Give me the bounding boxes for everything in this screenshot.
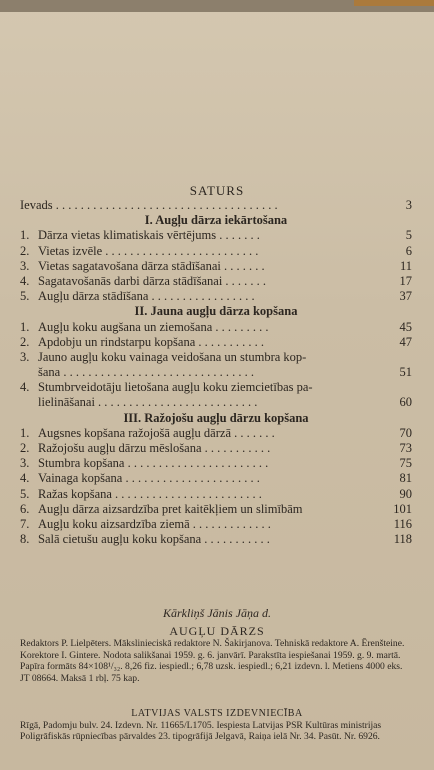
toc-entry-number: 5. (20, 486, 30, 501)
toc-entry-number: 4. (20, 471, 30, 486)
toc-entry-page: 47 (399, 334, 412, 349)
toc-entry-number: 3. (20, 456, 30, 471)
toc-entry (20, 228, 412, 243)
toc-entry-page: 6 (405, 243, 412, 258)
toc-entry-number: 4. (20, 273, 30, 288)
toc-entry-page: 73 (399, 441, 412, 455)
section-heading: III. Ražojošu augļu dārzu kopšana (123, 410, 309, 425)
toc-entry-number: 3. (20, 258, 30, 273)
toc-entry-number: 1. (20, 425, 30, 440)
toc-entry-number: 2. (20, 441, 30, 455)
toc-entry-title: Augļu dārza aizsardzība pret kaitēkļiem un slimībām (38, 501, 303, 516)
toc-entry (20, 335, 412, 350)
toc-entry-title: Vietas sagatavošana dārza stādīšanai . . . . . . . (38, 258, 265, 273)
toc-entry-number: 3. (20, 349, 30, 364)
toc-entry-title: Augļu koku aizsardzība ziemā . . . . . . . . . . . . . (38, 516, 271, 531)
toc-entry-number: 7. (20, 516, 30, 531)
table-of-contents (20, 198, 412, 547)
toc-entry-title: Vainaga kopšana . . . . . . . . . . . . . . . . . . . . . . (38, 471, 260, 486)
toc-entry-title: Stumbrveidotāju lietošana augļu koku ziemcietības pa- (38, 380, 313, 395)
toc-entry-number: 2. (20, 334, 30, 349)
toc-entry-page: 3 (405, 198, 412, 212)
toc-entry-title-continued: lielināšanai . . . . . . . . . . . . . . . . . . . . . . . . . . (38, 395, 258, 410)
page-corner-edge (354, 0, 434, 6)
toc-entry-number: 6. (20, 501, 30, 516)
toc-entry-title: Ražas kopšana . . . . . . . . . . . . . . . . . . . . . . . . (38, 486, 262, 501)
toc-entry (20, 456, 412, 471)
toc-entry (20, 532, 412, 547)
toc-entry-title-continued: šana . . . . . . . . . . . . . . . . . . . . . . . . . . . . . . . (38, 365, 254, 380)
toc-entry-title: Vietas izvēle . . . . . . . . . . . . . . . . . . . . . . . . . (38, 243, 259, 258)
toc-entry (20, 244, 412, 259)
toc-entry-page: 116 (393, 516, 412, 531)
toc-entry-title: Jauno augļu koku vainaga veidošana un stumbra kop- (38, 349, 307, 364)
toc-entry (20, 517, 412, 532)
toc-entry-title: Sagatavošanās darbi dārza stādīšanai . . . . . . . (38, 273, 267, 288)
editorial-details: Redaktors P. Lielpēters. Mākslinieciskā redaktore N. Šakirjanova. Tehniskā redaktore A. Ērenšteine. Korektore I. Gintere. Nodota salikšanai 1959. g. 6. janvārī. Parakstīta iespiešanai 1959. g. 9. martā. Papīra formāts 84×108¹/₃₂. 8,26 fiz. iespiedl.; 6,78 uzsk. iespiedl.; 6,21 izdevn. l. Metiens 4000 eks. JT 08664. Maksā 1 rbļ. 75 kap. (20, 638, 405, 684)
toc-entry-title: Ražojošu augļu dārzu mēslošana . . . . . . . . . . . (38, 441, 271, 455)
toc-entry-page: 118 (393, 532, 412, 547)
toc-entry-number: 5. (20, 289, 30, 304)
toc-entry-number: 4. (20, 380, 30, 395)
toc-entry-continuation (20, 365, 412, 380)
toc-entry-continuation (20, 395, 412, 410)
toc-entry (20, 350, 412, 365)
section-heading: II. Jauna augļu dārza kopšana (134, 304, 298, 319)
author-name: Kārkliņš Jānis Jāņa d. (163, 606, 271, 620)
toc-entry-page: 51 (399, 365, 412, 380)
toc-entry-title: Augļu dārza stādīšana . . . . . . . . . . . . . . . . . (38, 289, 255, 304)
toc-entry-page: 60 (399, 395, 412, 410)
toc-entry-title: Augļu koku augšana un ziemošana . . . . . . . . . (38, 319, 269, 334)
section-heading: I. Augļu dārza iekārtošana (144, 213, 288, 228)
toc-entry-page: 11 (399, 258, 412, 273)
toc-entry-number: 2. (20, 243, 30, 258)
toc-entry-number: 1. (20, 319, 30, 334)
toc-entry-page: 45 (399, 319, 412, 334)
toc-entry-number: 1. (20, 228, 30, 243)
toc-entry (20, 289, 412, 304)
toc-entry (20, 380, 412, 395)
toc-entry-title: Augsnes kopšana ražojošā augļu dārzā . . . . . . . (38, 425, 275, 440)
toc-entry-title: Salā cietušu augļu koku kopšana . . . . . . . . . . . (38, 532, 270, 547)
toc-entry (20, 471, 412, 486)
publisher-name: LATVIJAS VALSTS IZDEVNIECĪBA (131, 708, 303, 719)
toc-entry-title: Ievads . . . . . . . . . . . . . . . . . . . . . . . . . . . . . . . . . . . . (20, 198, 278, 212)
toc-entry-title: Dārza vietas klimatiskais vērtējums . . . . . . . (38, 228, 260, 243)
toc-entry-title: Stumbra kopšana . . . . . . . . . . . . . . . . . . . . . . . (38, 456, 269, 471)
toc-entry (20, 502, 412, 517)
toc-entry-number: 8. (20, 532, 30, 547)
toc-entry-page: 101 (393, 501, 412, 516)
toc-entry (20, 259, 412, 274)
toc-heading: SATURS (189, 183, 245, 198)
toc-entry-page: 81 (399, 471, 412, 486)
toc-entry (20, 274, 412, 289)
toc-entry-page: 70 (399, 425, 412, 440)
toc-entry-page: 5 (405, 228, 412, 243)
toc-entry-title: Apdobju un rindstarpu kopšana . . . . . . . . . . . (38, 334, 265, 349)
toc-entry (20, 320, 412, 335)
toc-entry (20, 487, 412, 502)
toc-entry-page: 37 (399, 289, 412, 304)
toc-entry-page: 17 (399, 273, 412, 288)
toc-entry (20, 198, 412, 213)
toc-entry (20, 441, 412, 456)
toc-entry-page: 75 (399, 456, 412, 471)
toc-entry-page: 90 (399, 486, 412, 501)
toc-entry (20, 426, 412, 441)
book-title: AUGĻU DĀRZS (169, 624, 265, 638)
printing-details: Rīgā, Padomju bulv. 24. Izdevn. Nr. 11665/L1705. Iespiesta Latvijas PSR Kultūras ministrijas Poligrāfiskās rūpniecības pārvaldes 23. tipogrāfijā Jelgavā, Raiņa ielā Nr. 34. Pasūt. Nr. 6926. (20, 720, 382, 743)
